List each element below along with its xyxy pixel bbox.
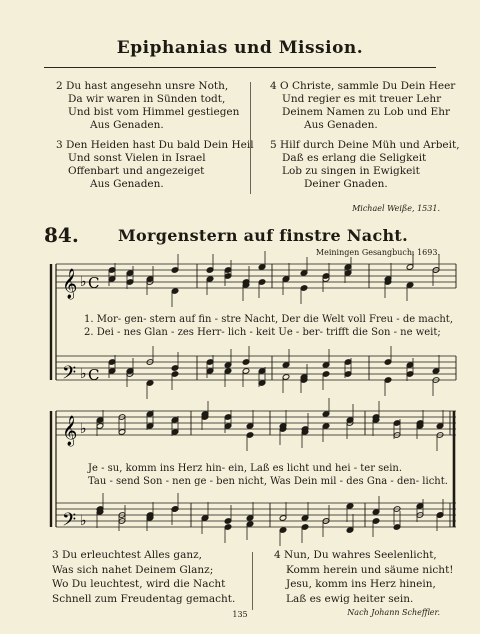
stanza-line: Daß es erlang die Seligkeit xyxy=(282,152,427,164)
stanza-line: 2 Du hast angesehn unsre Noth, xyxy=(56,80,229,92)
stanza-line: Aus Genaden. xyxy=(90,119,164,131)
tune-source: Meiningen Gesangbuch, 1693. xyxy=(315,248,440,257)
stanza-line: Deinem Namen zu Lob und Ehr xyxy=(282,106,450,118)
stanza-line: Deiner Gnaden. xyxy=(304,178,388,190)
flat-icon: ♭ xyxy=(80,421,87,437)
stanza-line: Aus Genaden. xyxy=(304,119,378,131)
lyric-line-verse1: Je - su, komm ins Herz hin- ein, Laß es licht und hei - ter sein. xyxy=(88,463,403,474)
treble-clef-icon: 𝄞 xyxy=(62,269,78,299)
stanza-line: Wo Du leuchtest, wird die Nacht xyxy=(52,578,226,590)
author-attribution: Nach Johann Scheffler. xyxy=(347,608,440,617)
flat-icon: ♭ xyxy=(80,513,87,529)
stanza-line: Schnell zum Freudentag gemacht. xyxy=(52,592,236,605)
stanza-line: Und regier es mit treuer Lehr xyxy=(282,93,442,105)
stanza-line: Komm herein und säume nicht! xyxy=(286,563,454,576)
stanza-line: 4 O Christe, sammle Du Dein Heer xyxy=(270,80,456,92)
page-number: 135 xyxy=(232,610,248,619)
flat-icon: ♭ xyxy=(80,274,87,290)
stanza-line: Und sonst Vielen in Israel xyxy=(68,152,206,164)
stanza-line: 4 Nun, Du wahres Seelenlicht, xyxy=(274,549,437,561)
common-time-icon: C xyxy=(88,274,100,292)
column-divider xyxy=(252,552,253,610)
stanza-line: Jesu, komm ins Herz hinein, xyxy=(286,578,436,590)
stanza-line: Und bist vom Himmel gestiegen xyxy=(68,106,240,118)
stanza-line: 5 Hilf durch Deine Müh und Arbeit, xyxy=(270,139,460,151)
lyric-line-verse1: 1. Mor- gen- stern auf fin - stre Nacht, Der die Welt voll Freu - de macht, xyxy=(84,314,453,325)
stanza-line: Offenbart und angezeiget xyxy=(68,165,205,177)
notes xyxy=(96,251,444,546)
stanza-line: Lob zu singen in Ewigkeit xyxy=(282,165,420,177)
hymn-title: Morgenstern auf finstre Nacht. xyxy=(118,226,408,245)
stanza-line: 3 Den Heiden hast Du bald Dein Heil xyxy=(56,139,254,151)
stanza-line: Da wir waren in Sünden todt, xyxy=(68,93,226,105)
stanza-line: Laß es ewig heiter sein. xyxy=(286,592,414,605)
stanza-line: 3 Du erleuchtest Alles ganz, xyxy=(52,549,202,561)
flat-icon: ♭ xyxy=(80,366,87,382)
stanza-line: Aus Genaden. xyxy=(90,178,164,190)
bass-clef-icon: 𝄢 xyxy=(62,510,77,535)
stanzas-bottom-right xyxy=(274,548,454,606)
lyric-line-verse2: 2. Dei - nes Glan - zes Herr- lich - keit Ue - ber- trifft die Son - ne weit; xyxy=(84,327,441,338)
bass-clef-icon: 𝄢 xyxy=(62,363,77,388)
author-attribution: Michael Weiße, 1531. xyxy=(352,204,440,213)
lyric-line-verse2: Tau - send Son - nen ge - ben nicht, Was Dein mil - des Gna - den- licht. xyxy=(88,476,448,487)
hymn-number: 84. xyxy=(44,223,79,247)
treble-clef-icon: 𝄞 xyxy=(62,416,78,446)
common-time-icon: C xyxy=(88,366,100,384)
running-title: Epiphanias und Mission. xyxy=(116,38,364,58)
stanza-line: Was sich nahet Deinem Glanz; xyxy=(52,563,214,576)
stanzas-bottom-left xyxy=(52,548,235,606)
staff-lines xyxy=(51,264,456,527)
